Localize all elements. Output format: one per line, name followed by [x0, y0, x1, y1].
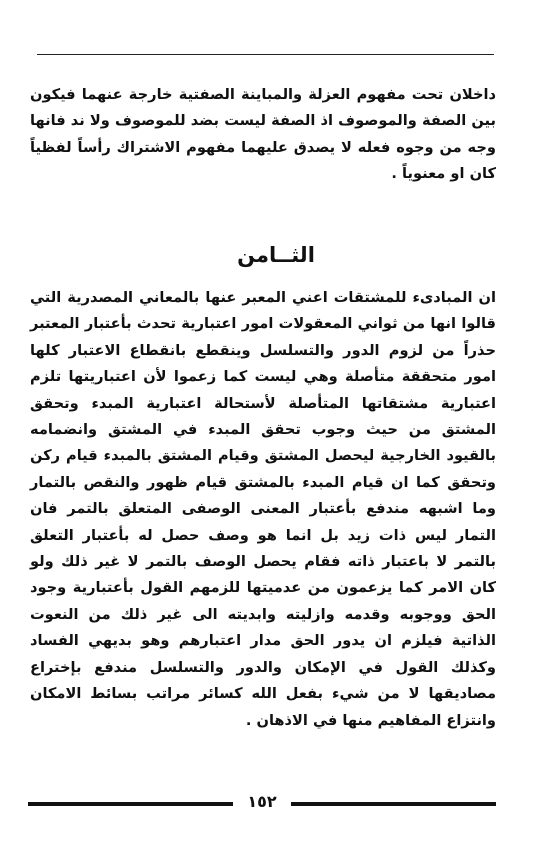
section-heading: الثــامن [237, 243, 315, 267]
header-rule [37, 54, 494, 55]
page-footer [28, 788, 496, 828]
paragraph-main: ان المبادىء للمشتقات اعني المعبر عنها بالمعاني المصدرية التي قالوا انها من ثواني المعقولات امور اعتبارية تحدث بأعتبار المعتبر حذراً من لزوم الدور والتسلسل وينقطع بانقطاع الاعتبار كلها امور متحققة متأصلة وهي ليست كما زعموا لأن اعتباريتها تلزم اعتبارية مشتقاتها المتأصلة لأستحالة اعتبارية المبدء وتحقق المشتق من حيث وجوب تحقق المبدء في المشتق وانضمامه بالقيود الخارجية ليحصل المشتق وقيام المشتق بالمبدء قيام ركن وتحقق كما ان قيام المبدء بالمشتق قيام ظهور والنقص بالتمار وما اشبهه مندفع بأعتبار المعنى الوصفى المتعلق بالتمر فان التمار ليس ذات زيد بل انما هو وصف حصل له بأعتبار التعلق بالتمر لا باعتبار ذاته فقام يحصل الوصف بالتمر لا غير ذلك ولو كان الامر كما يزعمون من عدميتها للزمهم القول بأعتبارية وجود الحق ووجوبه وقدمه وازليته وابديته الى غير ذلك من النعوت الذاتية فيلزم ان يدور الحق مدار اعتبارهم وهو بديهي الفساد وكذلك القول في الإمكان والدور والتسلسل مندفع بإختراع مصاديقها لا من شيء بفعل الله كسائر مراتب بسائط الامكان وانتزاع المفاهيم منها في الاذهان . [30, 289, 496, 729]
page-number: ١٥٢ [247, 792, 277, 811]
footer-rule-right [291, 802, 496, 806]
paragraph-continued: داخلان تحت مفهوم العزلة والمباينة الصفتية خارجة عنهما فيكون بين الصفة والموصوف اذ الصفة ليست بضد للموصوف ولا ند فانها وجه من وجوه فعله لا يصدق عليهما مفهوم الاشتراك رأساً لفظياً كان او معنوياً . [30, 86, 496, 183]
